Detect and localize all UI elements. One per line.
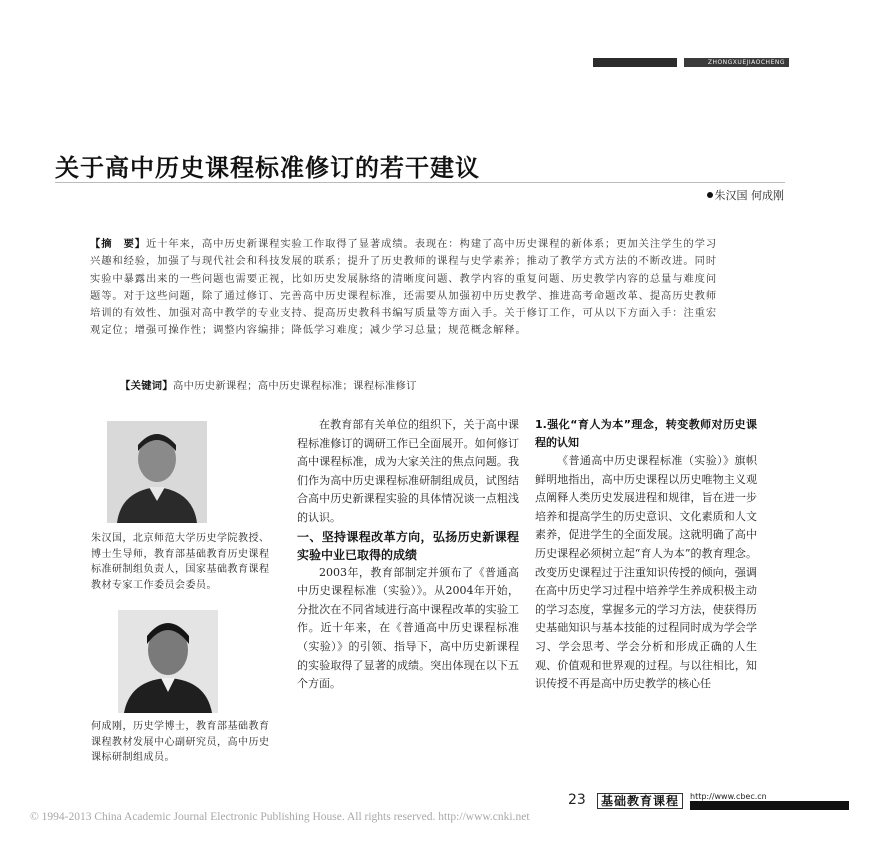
title-divider [55, 182, 785, 183]
keywords-label: 【关键词】 [120, 380, 173, 392]
author-names: 朱汉国 何成刚 [714, 189, 784, 202]
abstract-text: 近十年来，高中历史新课程实验工作取得了显著成绩。表现在：构建了高中历史课程的新体系；更加关注学生的学习兴趣和经验，加强了与现代社会和科技发展的联系；提升了历史教师的课程与史学素养；推动了教学方式方法的不断改进。同时实验中暴露出来的一些问题也需要正视，比如历史发展脉络的清晰度问题、教学内容的重复问题、历史教学内容的总量与难度问题等。对于这些问题，除了通过修订、完善高中历史课程标准，还需要从加强初中历史教学、推进高考命题改革、提高历史教师培训的有效性、加强对高中教学的专业支持、提高历史教科书编写质量等方面入手。关于修订工作，可从以下方面入手：注重宏观定位；增强可操作性；调整内容编排；降低学习难度；减少学习总量；规范概念解释。 [90, 238, 718, 337]
column-right [535, 416, 757, 694]
author-line [707, 187, 785, 203]
author-2-bio: 何成刚，历史学博士，教育部基础教育课程教材发展中心副研究员，高中历史课标研制组成员。 [91, 721, 270, 763]
section-1-paragraph: 2003年，教育部制定并颁布了《普通高中历史课程标准（实验）》。从2004年开始，分批次在不同省域进行高中课程改革的实验工作。近十年来，在《普通高中历史课程标准（实验）》的引领、指导下，高中历史新课程的实验取得了显著的成绩。突出体现在以下五个方面。 [297, 565, 519, 691]
keywords-text: 高中历史新课程；高中历史课程标准；课程标准修订 [172, 380, 417, 392]
abstract-label: 【摘 要】 [90, 238, 146, 250]
section-heading-1: 一、坚持课程改革方向，弘扬历史新课程实验中业已取得的成绩 [297, 529, 519, 562]
author-photo-1 [107, 421, 207, 523]
footer-dark-bar [690, 801, 849, 810]
author-photo-2 [118, 610, 218, 713]
subsection-heading-1: 1.强化“育人为本”理念，转变教师对历史课程的认知 [535, 418, 757, 449]
subsection-1-paragraph: 《普通高中历史课程标准（实验）》旗帜鲜明地指出，高中历史课程以历史唯物主义观点阐释人类历史发展进程和规律，旨在进一步培养和提高学生的历史意识、文化素质和人文素养，促进学生的全面发展。这就明确了高中历史课程必须树立起“育人为本”的教育理念。改变历史课程过于注重知识传授的倾向，强调在高中历史学习过程中培养学生养成积极主动的学习态度，掌握多元的学习方法，使获得历史基础知识与基本技能的过程同时成为学会学习、学会思考、学会分析和形成正确的人生观、价值观和世界观的过程。与以往相比，知识传授不再是高中历史教学的核心任 [535, 454, 757, 691]
copyright-watermark: © 1994-2013 China Academic Journal Electronic Publishing House. All rights reserved. http://www.cnki.net [30, 811, 530, 823]
intro-paragraph: 在教育部有关单位的组织下，关于高中课程标准修订的调研工作已全面展开。如何修订高中课程标准，成为大家关注的焦点问题。我们作为高中历史课程标准研制组成员，试图结合高中历史新课程实验的具体情况谈一点粗浅的认识。 [297, 418, 519, 524]
keywords [120, 377, 417, 392]
journal-url[interactable]: http://www.cbec.cn [690, 792, 767, 801]
article-title: 关于高中历史课程标准修订的若干建议 [55, 154, 480, 182]
author-1-bio: 朱汉国，北京师范大学历史学院教授、博士生导师，教育部基础教育历史课程标准研制组负责人，国家基础教育课程教材专家工作委员会委员。 [91, 533, 270, 591]
section-tag: ZHONGXUEJIAOCHENG [684, 58, 789, 67]
header-dark-bar [593, 58, 677, 67]
abstract [90, 236, 720, 340]
journal-logo: 基础教育课程 [597, 793, 683, 809]
page-number: 23 [568, 792, 586, 808]
column-middle [297, 416, 519, 694]
bullet-icon [707, 192, 713, 198]
